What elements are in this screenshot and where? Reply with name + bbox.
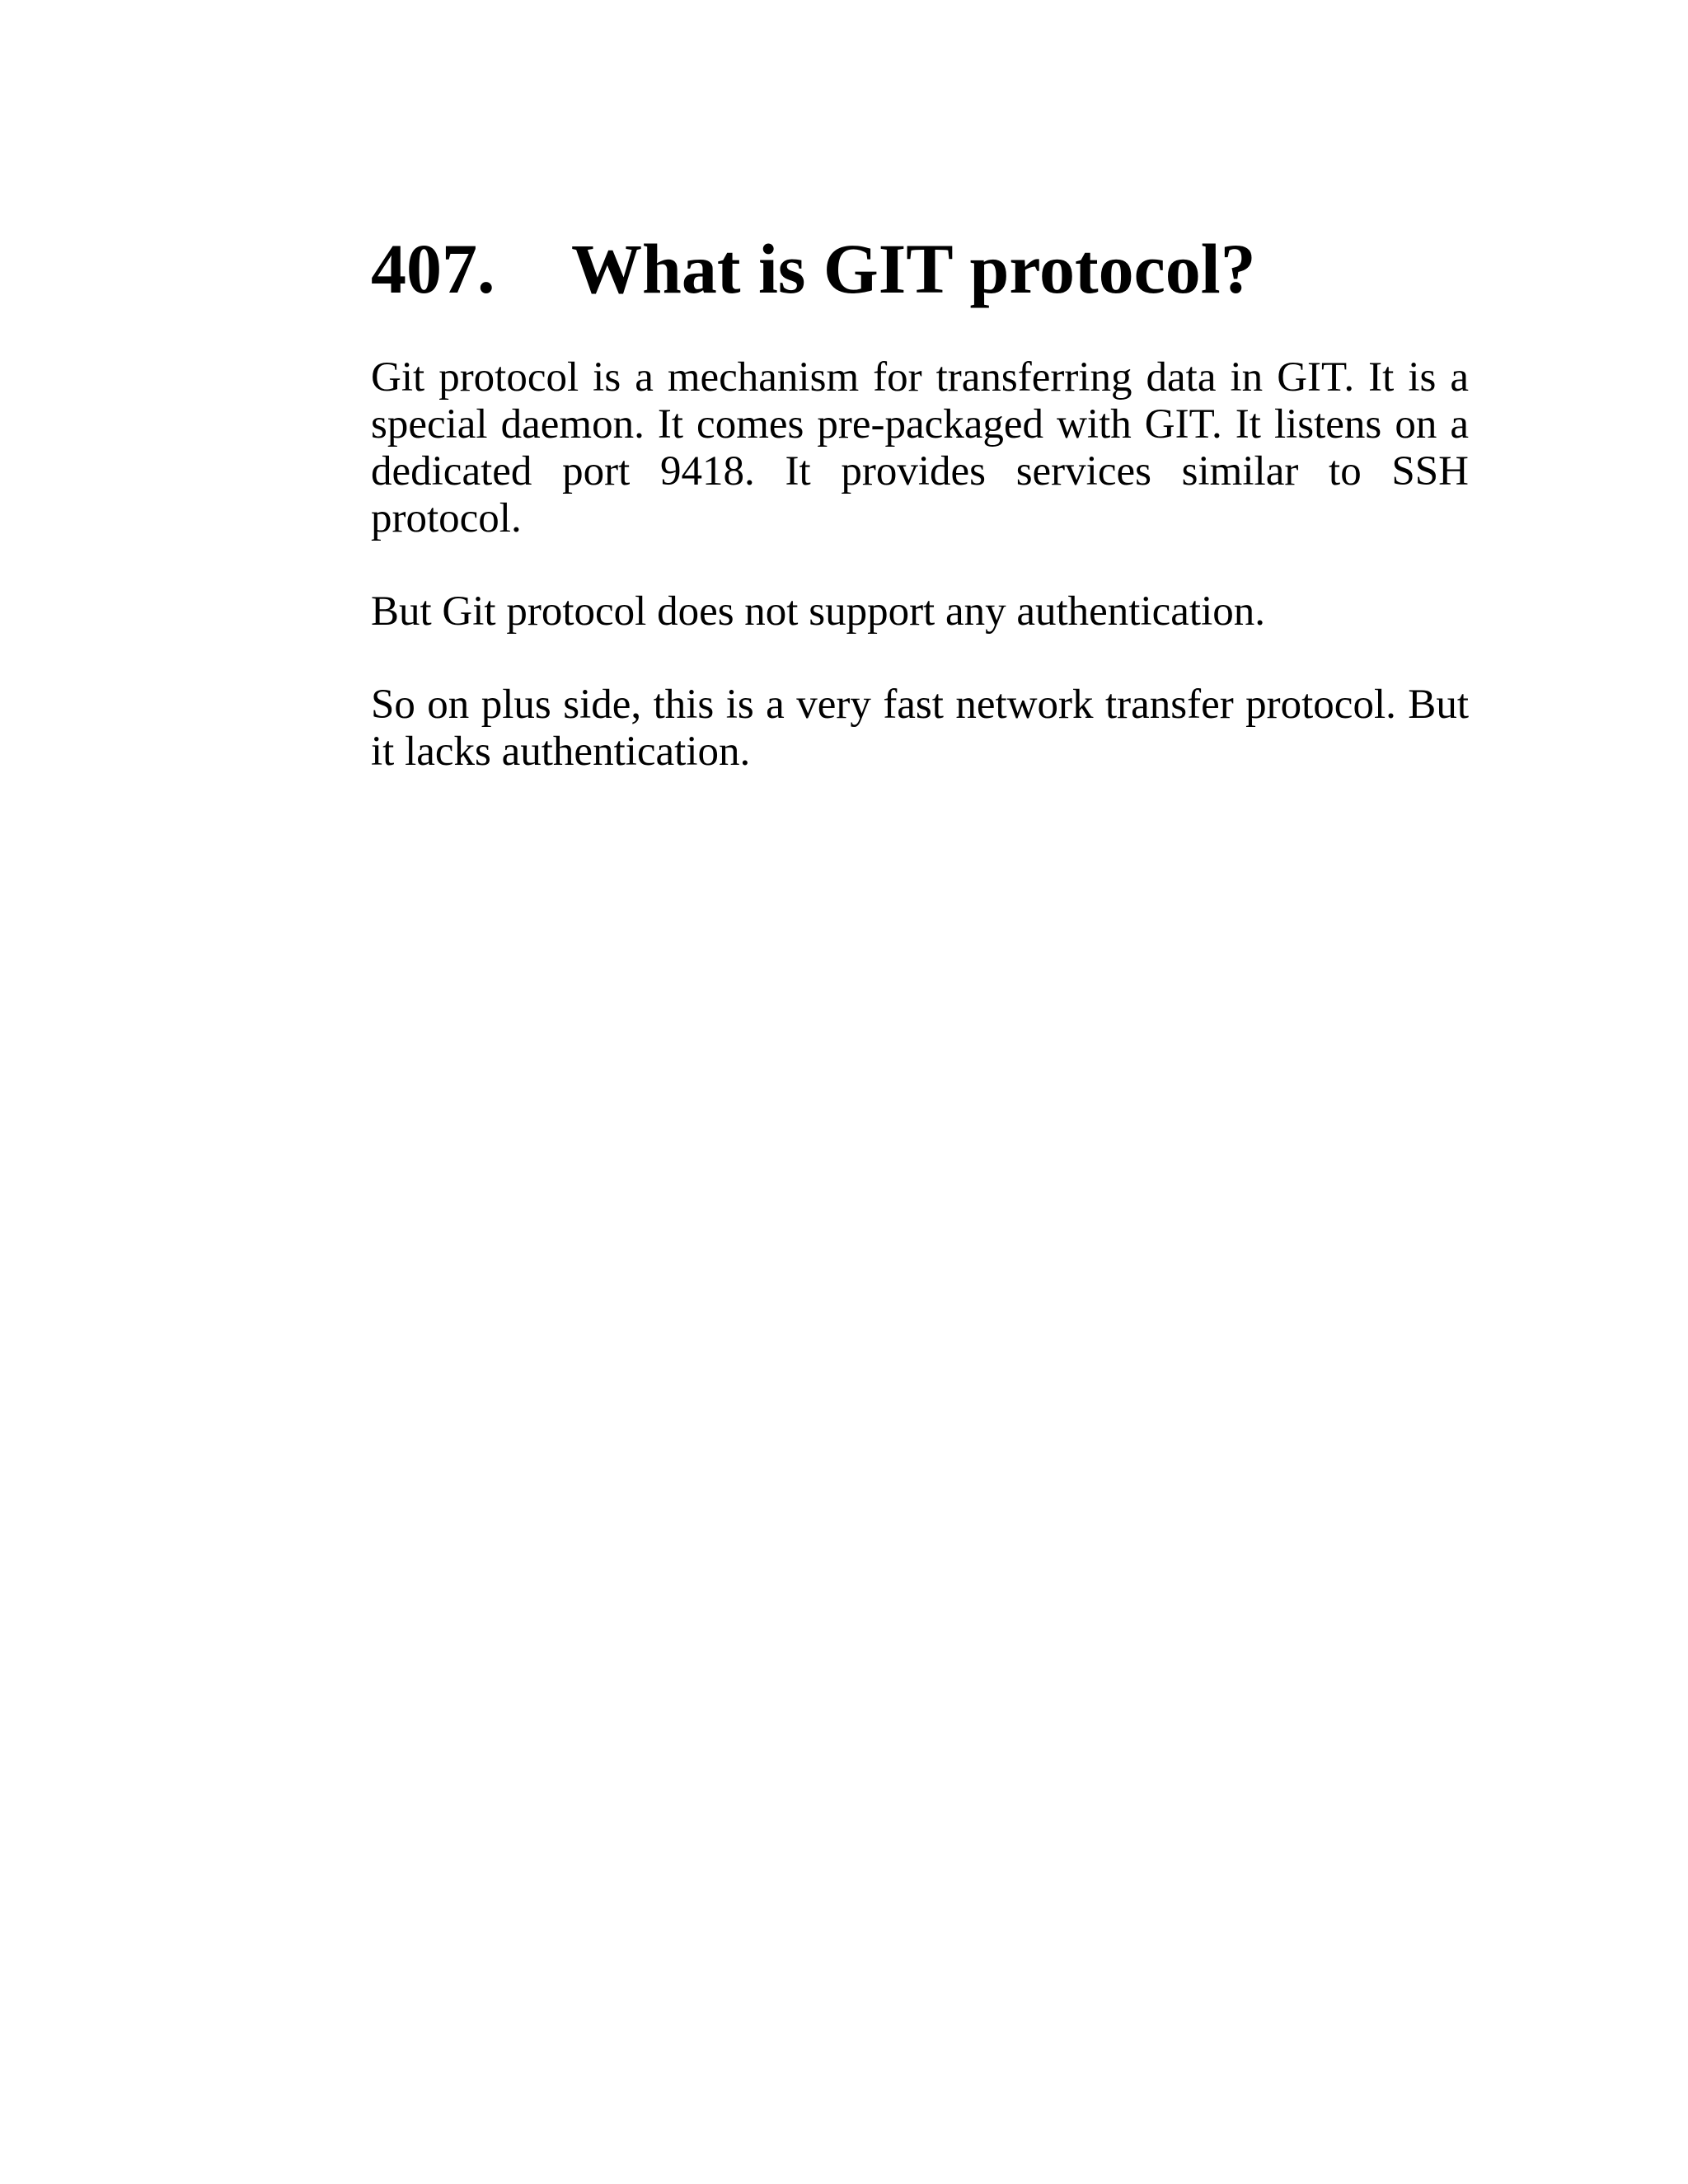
- paragraph-summary: So on plus side, this is a very fast network transfer protocol. But it lacks authentication.: [371, 682, 1469, 775]
- page-content: [371, 229, 1469, 776]
- paragraph-authentication: But Git protocol does not support any authentication.: [371, 588, 1265, 635]
- paragraph-intro: Git protocol is a mechanism for transferring data in GIT. It is a special daemon. It comes pre-packaged with GIT. It listens on a dedicated port 9418. It provides services similar to SSH protocol.: [371, 354, 1469, 541]
- section-heading: [371, 229, 1469, 308]
- section-title: What is GIT protocol?: [571, 229, 1256, 308]
- section-number: 407.: [371, 229, 495, 308]
